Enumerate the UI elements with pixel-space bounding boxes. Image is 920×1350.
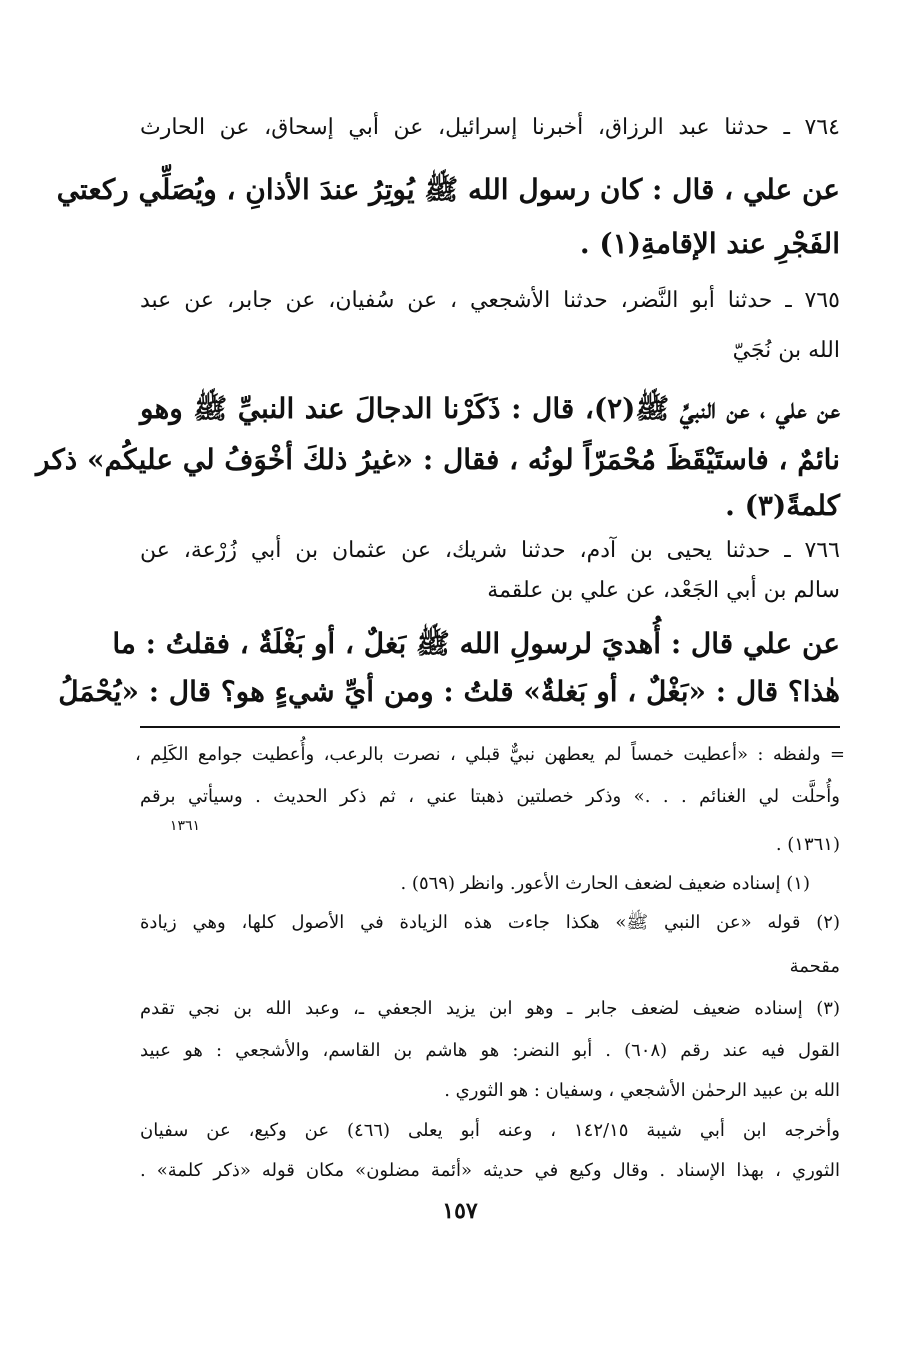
footnote-1: (١) إسناده ضعيف لضعف الحارث الأعور. وانظر (٥٦٩) . [400, 873, 810, 894]
footnote-3-line: الله بن عبيد الرحمٰن الأشجعي ، وسفيان : هو الثوري . [444, 1080, 840, 1101]
hadith-764-matn-line: الفَجْرِ عند الإقامةِ(١) . [579, 227, 840, 260]
hadith-764-matn-line: عن علي ، قال : كان رسول الله ﷺ يُوتِرُ عندَ الأذانِ ، ويُصَلِّي ركعتي [56, 173, 840, 206]
hadith-766-isnad-line: سالم بن أبي الجَعْد، عن علي بن علقمة [487, 578, 840, 603]
hadith-766-isnad-line: ٧٦٦ ـ حدثنا يحيى بن آدم، حدثنا شريك، عن عثمان بن أبي زُرْعة، عن [140, 538, 840, 563]
hadith-765-matn-line: عن علي ، عن النبيِّ ﷺ(٢)، قال : ذَكَرْنا الدجالَ عند النبيِّ ﷺ وهو [140, 392, 840, 425]
hadith-764-isnad-line: ٧٦٤ ـ حدثنا عبد الرزاق، أخبرنا إسرائيل، عن أبي إسحاق، عن الحارث [140, 115, 840, 140]
hadith-765-matn-line: كلمةً(٣) . [725, 489, 840, 522]
handwritten-correction: ١٣٦١ [169, 818, 200, 834]
hadith-765-matn-line: نائمٌ ، فاستَيْقَظَ مُحْمَرّاً لونُه ، فقال : «غيرُ ذلكَ أخْوَفُ لي عليكُم» ذكر [36, 443, 840, 476]
footnote-2-line: مقحمة [789, 956, 840, 977]
hadith-766-matn-line: هٰذا؟ قال : «بَغْلٌ ، أو بَغلةٌ» قلتُ : ومن أيِّ شيءٍ هو؟ قال : «يُحْمَلُ [58, 675, 840, 708]
footnote-continued-line: وأُحلَّت لي الغنائم . . .» وذكر خصلتين ذهبتا عني ، ثم ذكر الحديث . وسيأتي برقم [140, 786, 840, 807]
footnote-2-line: (٢) قوله «عن النبي ﷺ» هكذا جاءت هذه الزيادة في الأصول كلها، وهي زيادة [140, 912, 840, 933]
footnote-3-line: وأخرجه ابن أبي شيبة ١٤٢/١٥ ، وعنه أبو يعلى (٤٦٦) عن وكيع، عن سفيان [140, 1120, 840, 1141]
footnote-3-line: (٣) إسناده ضعيف لضعف جابر ـ وهو ابن يزيد الجعفي ـ، وعبد الله بن نجي تقدم [140, 998, 840, 1019]
footnote-3-line: القول فيه عند رقم (٦٠٨) . أبو النضر: هو هاشم بن القاسم، والأشجعي : هو عبيد [140, 1040, 840, 1061]
hadith-765-isnad-line: ٧٦٥ ـ حدثنا أبو النَّضر، حدثنا الأشجعي ، عن سُفيان، عن جابر، عن عبد [140, 288, 840, 313]
page-number: ١٥٧ [442, 1198, 478, 1224]
hadith-766-matn-line: عن علي قال : أُهديَ لرسولِ الله ﷺ بَغلٌ ، أو بَغْلَةٌ ، فقلتُ : ما [112, 627, 840, 660]
footnote-3-line: الثوري ، بهذا الإسناد . وقال وكيع في حديثه «أئمة مضلون» مكان قوله «ذكر كلمة» . [140, 1160, 840, 1181]
hadith-765-isnad-line: الله بن نُجَيّ [732, 338, 840, 363]
footnote-continued-line: = ولفظه : «أعطيت خمساً لم يعطهن نبيٌّ قبلي ، نصرت بالرعب، وأُعطيت جوامع الكَلِم ، [135, 744, 845, 765]
footnote-separator [140, 726, 840, 728]
footnote-continued-line: (١٣٦١) . [775, 834, 840, 855]
